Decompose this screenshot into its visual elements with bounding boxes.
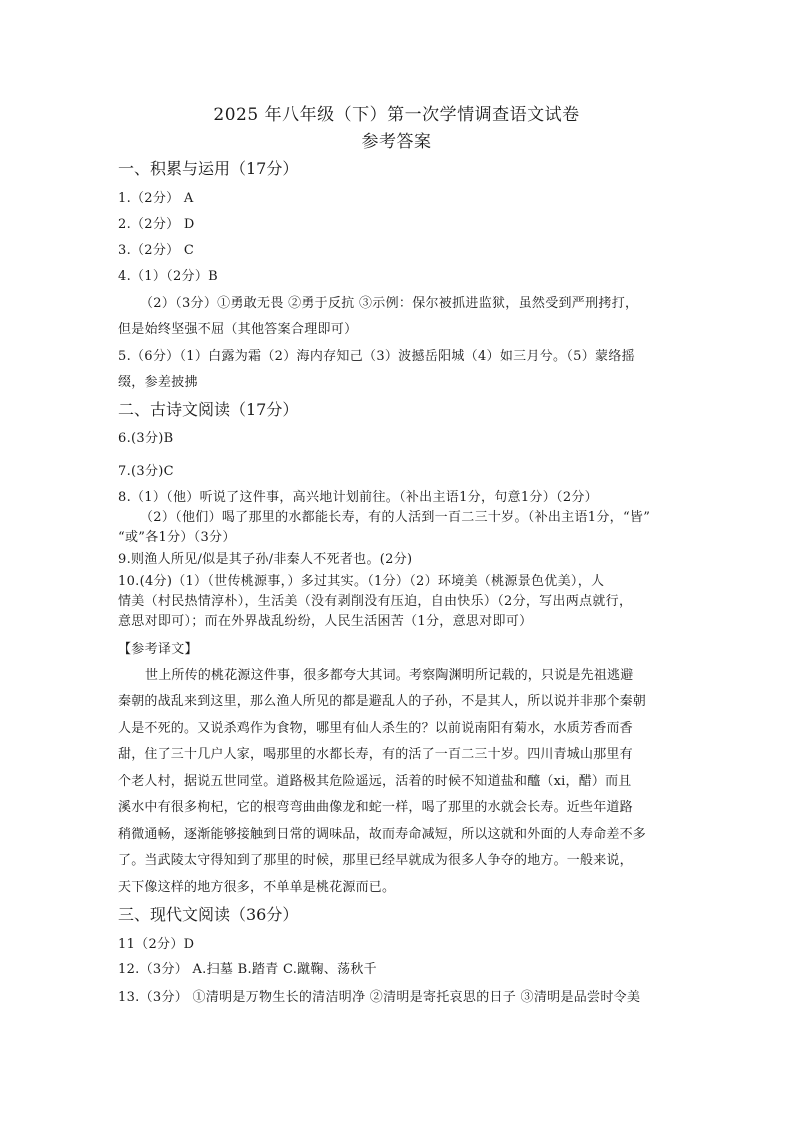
answer-line: 5.（6分）（1）白露为霜（2）海内存知己（3）波撼岳阳城（4）如三月兮。（5）蒙络摇 (118, 349, 635, 364)
answer-line: 但是始终坚强不屈（其他答案合理即可） (118, 322, 358, 337)
answer-line: “或”各1分）（3分） (118, 530, 236, 545)
answer-line: 2.（2分） D (118, 217, 195, 232)
answer-line: 8.（1）（他）听说了这件事，高兴地计划前往。（补出主语1分，句意1分）（2分） (118, 490, 598, 505)
answer-line: 3.（2分） C (118, 243, 195, 258)
translation-line: 稍微通畅，逐渐能够接触到日常的调味品，故而寿命减短，所以这就和外面的人寿命差不多 (118, 827, 647, 842)
answer-line: 11（2分）D (118, 937, 195, 952)
answer-line: 12.（3分） A.扫墓 B.踏青 C.蹴鞠、荡秋千 (118, 962, 377, 977)
translation-line: 天下像这样的地方很多，不单单是桃花源而已。 (118, 880, 396, 895)
answer-line: 9.则渔人所见/似是其子孙/非秦人不死者也。(2分) (118, 552, 413, 567)
translation-line: 甜，住了三十几户人家，喝那里的水都长寿，有的活了一百二三十岁。四川青城山那里有 (118, 747, 633, 762)
answer-line: （2）（他们）喝了那里的水都能长寿，有的人活到一百二三十岁。（补出主语1分，“皆” (140, 510, 651, 525)
section-heading-2: 二、古诗文阅读（17分） (118, 400, 299, 419)
section-heading-3: 三、现代文阅读（36分） (118, 905, 299, 924)
answer-line: 1.（2分） A (118, 191, 194, 206)
translation-line: 人是不死的。又说杀鸡作为食物，哪里有仙人杀生的？以前说南阳有菊水，水质芳香而香 (118, 721, 633, 736)
answer-line: 意思对即可）；而在外界战乱纷纷，人民生活困苦（1分，意思对即可） (118, 614, 533, 629)
answer-line: 4.（1）（2分）B (118, 269, 218, 284)
answer-line: （2）（3分）①勇敢无畏 ②勇于反抗 ③示例：保尔被抓进监狱，虽然受到严刑拷打， (140, 296, 639, 311)
answer-line: 情美（村民热情淳朴），生活美（没有剥削没有压迫，自由快乐）（2分，写出两点就行， (118, 594, 633, 609)
document-title: 2025 年八年级（下）第一次学情调查语文试卷 (213, 105, 580, 125)
answer-line: 7.(3分)C (118, 464, 174, 479)
section-heading-1: 一、积累与运用（17分） (118, 159, 299, 178)
translation-line: 了。当武陵太守得知到了那里的时候，那里已经早就成为很多人争夺的地方。一般来说， (118, 853, 633, 868)
reference-translation-label: 【参考译文】 (118, 642, 198, 657)
translation-line: 个老人村，据说五世同堂。道路极其危险遥远，活着的时候不知道盐和醯（xi，醋）而且 (118, 774, 632, 789)
translation-line: 秦朝的战乱来到这里，那么渔人所见的都是避乱人的子孙，不是其人，所以说并非那个秦朝 (118, 694, 647, 709)
answer-line: 6.(3分)B (118, 431, 174, 446)
answer-line: 13.（3分） ①清明是万物生长的清洁明净 ②清明是寄托哀思的日子 ③清明是品尝时令美 (118, 990, 641, 1005)
answer-line: 缀，参差披拂 (118, 375, 198, 390)
answer-line: 10.(4分)（1）（世传桃源事，）多过其实。（1分）（2）环境美（桃源景色优美），人 (118, 574, 605, 589)
document-subtitle: 参考答案 (361, 132, 432, 152)
translation-line: 世上所传的桃花源这件事，很多都夸大其词。考察陶渊明所记载的，只说是先祖逃避 (145, 668, 634, 683)
translation-line: 溪水中有很多枸杞，它的根弯弯曲曲像龙和蛇一样，喝了那里的水就会长寿。近些年道路 (118, 800, 633, 815)
